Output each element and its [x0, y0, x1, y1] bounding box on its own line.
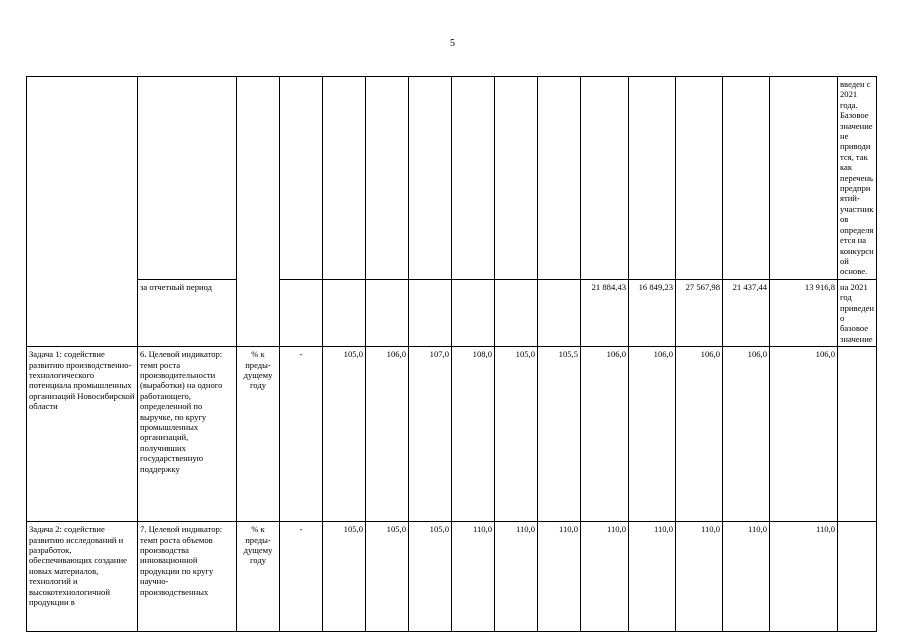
value-cell: 110,0: [538, 522, 581, 632]
note-cell-bottom: на 2021 год приведено базовое значение: [838, 279, 877, 346]
value-cell: [280, 279, 323, 346]
indicator-cell: 6. Целевой индикатор: темп роста производительности (выработки) на одного работающего, определенной по выручке, по кругу промышленных организаций, получивших государственную поддержку: [138, 347, 237, 522]
table-row: [27, 522, 877, 632]
empty-indicator-cell: [138, 77, 237, 280]
value-cell: 110,0: [495, 522, 538, 632]
value-cell: 105,0: [323, 522, 366, 632]
value-cell: 110,0: [629, 522, 676, 632]
value-cell: 16 849,23: [629, 279, 676, 346]
value-cell: [409, 279, 452, 346]
value-cell: 106,0: [629, 347, 676, 522]
value-cell: 106,0: [723, 347, 770, 522]
value-cell: 106,0: [676, 347, 723, 522]
value-cell: 110,0: [770, 522, 838, 632]
value-cell: 105,0: [323, 347, 366, 522]
note-cell: [838, 522, 877, 632]
value-cell: 110,0: [581, 522, 629, 632]
note-cell: [838, 347, 877, 522]
indicator-cell: 7. Целевой индикатор: темп роста объемов производства инновационной продукции по кругу научно-производственных: [138, 522, 237, 632]
note-cell-top: введен с 2021 года. Базовое значение не приводится, так как перечень предприятий-участников определяется на конкурсной основе.: [838, 77, 877, 280]
value-cell: [495, 279, 538, 346]
empty-unit-cell: [237, 77, 280, 347]
value-cell: -: [280, 347, 323, 522]
period-label: за отчетный период: [138, 279, 237, 346]
value-cell: 13 916,8: [770, 279, 838, 346]
table-row: [27, 347, 877, 522]
task-cell: Задача 2: содействие развитию исследований и разработок, обеспечивающих создание новых материалов, технологий и высокотехнологичной продукции в: [27, 522, 138, 632]
value-cell: 21 437,44: [723, 279, 770, 346]
value-cell: 110,0: [676, 522, 723, 632]
value-cell: 106,0: [770, 347, 838, 522]
value-cell: 105,0: [366, 522, 409, 632]
empty-task-cell: [27, 77, 138, 347]
value-cell: 106,0: [581, 347, 629, 522]
value-cell: [323, 279, 366, 346]
task-cell: Задача 1: содействие развитию производственно-технологического потенциала промышленных организаций Новосибирской области: [27, 347, 138, 522]
value-cell: 105,5: [538, 347, 581, 522]
value-cell: 21 884,43: [581, 279, 629, 346]
value-cell: [366, 279, 409, 346]
value-cell: -: [280, 522, 323, 632]
value-cell: [538, 279, 581, 346]
value-cell: 107,0: [409, 347, 452, 522]
value-cell: 110,0: [723, 522, 770, 632]
continuation-row-period: [27, 279, 877, 346]
value-cell: 105,0: [495, 347, 538, 522]
value-cell: 105,0: [409, 522, 452, 632]
value-cell: 106,0: [366, 347, 409, 522]
unit-cell: % к преды-дущему году: [237, 347, 280, 522]
value-cell: [452, 279, 495, 346]
indicators-table: [26, 76, 877, 632]
value-cell: 110,0: [452, 522, 495, 632]
page-number: 5: [450, 38, 455, 49]
value-cell: 108,0: [452, 347, 495, 522]
continuation-row-top: [27, 77, 877, 280]
value-cell: 27 567,98: [676, 279, 723, 346]
unit-cell: % к преды-дущему году: [237, 522, 280, 632]
